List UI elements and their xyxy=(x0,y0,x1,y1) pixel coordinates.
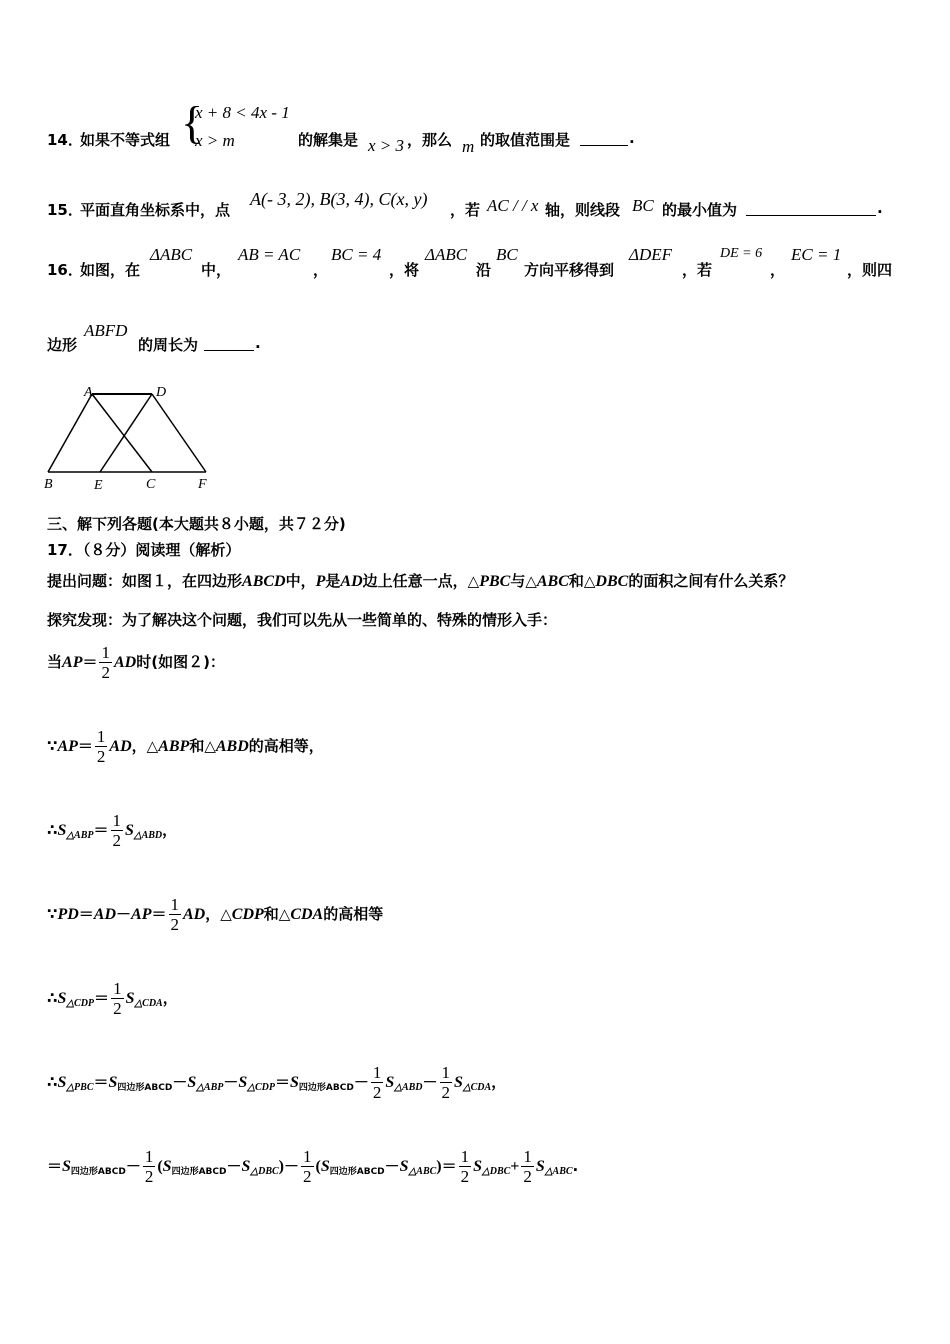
label-e: E xyxy=(94,478,103,493)
l1-half xyxy=(99,643,112,682)
q16-seg: BC xyxy=(496,245,518,264)
label-f: F xyxy=(198,477,207,492)
q14-sys-line2: x > m xyxy=(195,131,235,150)
q14-var: m xyxy=(462,137,475,156)
l7-half4 xyxy=(521,1147,534,1186)
l7-half2 xyxy=(301,1147,314,1186)
q16-t7: ，若 xyxy=(682,261,713,279)
label-c: C xyxy=(146,477,156,492)
l7-half4-den: 2 xyxy=(523,1167,532,1186)
q17-line4 xyxy=(47,895,383,934)
l2-t2: 和△ xyxy=(189,737,216,755)
l7-minus3: － xyxy=(284,1157,300,1175)
l7-sub-dbc2: △DBC xyxy=(482,1166,511,1177)
q17-problem-ad: AD xyxy=(340,573,363,590)
l7-s5: S xyxy=(399,1158,409,1175)
l6-half2-num: 1 xyxy=(441,1063,451,1082)
l2-t1: ，△ xyxy=(131,737,159,755)
l3-s2: S xyxy=(125,822,134,839)
l6-s2: S xyxy=(108,1074,118,1091)
l2-eq: ＝ xyxy=(77,737,93,755)
q15-end: . xyxy=(877,199,883,217)
l3-s1: S xyxy=(57,822,67,839)
l3-end: ， xyxy=(162,821,178,839)
l4-t2: 和△ xyxy=(263,905,291,923)
l1-ad: AD xyxy=(113,654,137,671)
l2-t3: 的高相等， xyxy=(248,737,324,755)
l4-because: ∵ xyxy=(47,905,58,923)
q16-t10: 边形 xyxy=(47,336,78,354)
l2-because: ∵ xyxy=(47,737,58,755)
l7-rp2: ) xyxy=(436,1158,442,1175)
q14-lead: 如果不等式组 xyxy=(80,131,171,149)
q15-answer-blank xyxy=(746,201,876,216)
l3-half-den: 2 xyxy=(112,831,121,850)
l7-half3-num: 1 xyxy=(460,1147,470,1166)
segment-ab xyxy=(48,394,92,472)
q16-t8: ， xyxy=(770,261,786,279)
l3-sub1: △ABP xyxy=(66,830,94,841)
q17-problem-t1: 提出问题：如图１，在四边形 xyxy=(47,572,243,590)
l6-half2 xyxy=(440,1063,453,1102)
l6-s6: S xyxy=(385,1074,395,1091)
q16-tri1: ΔABC xyxy=(150,245,193,264)
l4-t3: 的高相等 xyxy=(323,905,384,923)
q16-t3: ， xyxy=(313,261,329,279)
l3-therefore: ∴ xyxy=(47,821,58,839)
l4-ad: AD xyxy=(93,906,117,923)
l1-half-num: 1 xyxy=(101,643,110,662)
q17-problem-t4: 边上任意一点，△ xyxy=(362,572,480,590)
q16-eq2: BC = 4 xyxy=(331,245,382,264)
q16-t6: 方向平移得到 xyxy=(524,261,615,279)
l6-half2-den: 2 xyxy=(441,1083,451,1102)
l5-half-den: 2 xyxy=(113,999,122,1018)
l7-s3: S xyxy=(241,1158,251,1175)
l5-sub1: △CDP xyxy=(66,998,95,1009)
l4-cdp: CDP xyxy=(231,906,264,923)
l7-sub-abc2: △ABC xyxy=(544,1166,573,1177)
l6-minus2: － xyxy=(223,1073,239,1091)
l7-lp2: ( xyxy=(315,1158,321,1175)
q17-problem-p: P xyxy=(315,573,326,590)
l6-minus1: － xyxy=(172,1073,188,1091)
l1-ap: AP xyxy=(62,654,83,671)
l6-s1: S xyxy=(57,1074,67,1091)
q15-seg: BC xyxy=(632,196,654,215)
q16-t1: 如图，在 xyxy=(80,261,141,279)
l6-half1-den: 2 xyxy=(372,1083,382,1102)
label-b: B xyxy=(44,477,53,492)
l6-half1 xyxy=(371,1063,384,1102)
l6-s5: S xyxy=(290,1074,299,1091)
l4-t1: ，△ xyxy=(205,905,232,923)
l2-ap: AP xyxy=(57,738,78,755)
q14-end: . xyxy=(629,129,635,147)
l5-s1: S xyxy=(57,990,67,1007)
l6-s7: S xyxy=(454,1074,463,1091)
l7-s7: S xyxy=(535,1158,545,1175)
segment-df xyxy=(152,394,206,472)
l3-half-num: 1 xyxy=(112,811,121,830)
q16-t5: 沿 xyxy=(476,261,492,279)
l5-s2: S xyxy=(125,990,135,1007)
l5-eq: ＝ xyxy=(94,989,110,1007)
l2-ad: AD xyxy=(109,738,132,755)
l2-half-den: 2 xyxy=(96,747,106,766)
l1-t1: 当 xyxy=(47,653,63,671)
l5-half-num: 1 xyxy=(113,979,122,998)
q16-answer-blank xyxy=(204,336,254,351)
l7-half1 xyxy=(143,1147,156,1186)
q15-mid2: 轴，则线段 xyxy=(545,201,621,219)
l4-eq1: ＝ xyxy=(78,905,94,923)
q14-sys-line1: x + 8 < 4x - 1 xyxy=(195,103,290,122)
q17-line6 xyxy=(47,1063,506,1102)
q14-number: 14． xyxy=(47,131,83,149)
l7-sub-quad2: 四边形ABCD xyxy=(171,1167,227,1177)
l6-minus3: － xyxy=(353,1073,369,1091)
q14-mid2: ，那么 xyxy=(407,131,453,149)
q16-eq3: DE = 6 xyxy=(720,246,763,261)
l1-t2: 时(如图２)： xyxy=(136,653,225,671)
q16-t11: 的周长为 xyxy=(138,336,199,354)
l7-s1: S xyxy=(62,1158,71,1175)
l7-eq2: ＝ xyxy=(441,1157,457,1175)
l7-s2: S xyxy=(162,1158,172,1175)
l4-eq2: ＝ xyxy=(151,905,167,923)
q15-tail: 的最小值为 xyxy=(662,201,738,219)
l4-half-num: 1 xyxy=(170,895,179,914)
q17-problem-dbc: DBC xyxy=(595,573,629,590)
q17-problem-t7: 的面积之间有什么关系？ xyxy=(628,572,794,590)
q17-line2 xyxy=(47,727,324,766)
l7-half3-den: 2 xyxy=(460,1167,470,1186)
l7-end: . xyxy=(572,1157,579,1175)
l6-sub-cdp: △CDP xyxy=(247,1082,275,1093)
l7-s6: S xyxy=(473,1158,483,1175)
l7-minus1: － xyxy=(125,1157,141,1175)
l6-eq2: ＝ xyxy=(275,1073,291,1091)
l6-sub-abp: △ABP xyxy=(196,1082,224,1093)
q17-problem-t5: 与△ xyxy=(510,572,537,590)
q14-solution: x > 3 xyxy=(368,136,405,155)
l6-s4: S xyxy=(238,1074,248,1091)
l6-sub-quad1: 四边形ABCD xyxy=(117,1083,173,1093)
l7-eq1: ＝ xyxy=(47,1157,63,1175)
q15-points: A(- 3, 2), B(3, 4), C(x, y) xyxy=(250,189,428,209)
l2-half xyxy=(95,727,108,766)
l5-end: ， xyxy=(162,989,178,1007)
l7-rp1: ) xyxy=(278,1158,284,1175)
l4-cda: CDA xyxy=(290,906,324,923)
segment-de xyxy=(100,394,152,472)
l6-end: ， xyxy=(491,1073,507,1091)
l2-abp: ABP xyxy=(158,738,190,755)
segment-ac xyxy=(92,394,152,472)
l7-plus: + xyxy=(510,1158,520,1175)
l4-pd: PD xyxy=(57,906,79,923)
l6-eq1: ＝ xyxy=(93,1073,109,1091)
q17-problem-t2: 中， xyxy=(285,572,316,590)
l7-sub-dbc1: △DBC xyxy=(250,1166,279,1177)
q15-lead: 平面直角坐标系中，点 xyxy=(80,201,231,219)
q16-t9: ，则四 xyxy=(847,261,893,279)
q15-mid: ，若 xyxy=(450,201,481,219)
label-a: A xyxy=(84,385,93,400)
label-d: D xyxy=(156,385,167,400)
l6-sub-abd: △ABD xyxy=(394,1082,423,1093)
l7-half2-num: 1 xyxy=(303,1147,312,1166)
q16-number: 16． xyxy=(47,261,83,279)
l7-s4: S xyxy=(320,1158,330,1175)
q16-tri2: ΔABC xyxy=(425,245,468,264)
l7-half1-num: 1 xyxy=(144,1147,154,1166)
l4-half xyxy=(169,895,182,934)
q17-problem xyxy=(47,570,793,591)
l7-sub-abc1: △ABC xyxy=(408,1166,437,1177)
l1-eq: ＝ xyxy=(82,653,98,671)
q17-line3 xyxy=(47,811,177,850)
l4-ap: AP xyxy=(131,906,152,923)
l7-half3 xyxy=(459,1147,472,1186)
l5-half xyxy=(111,979,124,1018)
l7-minus2: － xyxy=(226,1157,242,1175)
l3-sub2: △ABD xyxy=(133,830,163,841)
section-3-title: 三、解下列各题(本大题共８小题，共７２分) xyxy=(47,515,346,533)
l6-sub-pbc: △PBC xyxy=(66,1082,94,1093)
l7-sub-quad3: 四边形ABCD xyxy=(329,1167,385,1177)
q17-problem-abcd: ABCD xyxy=(242,573,286,590)
q15-number: 15． xyxy=(47,201,83,219)
q14-brace: { xyxy=(181,97,204,148)
l6-therefore: ∴ xyxy=(47,1073,58,1091)
l7-half4-num: 1 xyxy=(523,1147,532,1166)
q17-explore: 探究发现：为了解决这个问题，我们可以先从一些简单的、特殊的情形入手： xyxy=(47,611,558,629)
l3-eq: ＝ xyxy=(93,821,109,839)
q14-mid: 的解集是 xyxy=(298,131,359,149)
l7-lp1: ( xyxy=(157,1158,163,1175)
q17-line1 xyxy=(47,643,225,682)
l1-half-den: 2 xyxy=(101,663,110,682)
l4-ad2: AD xyxy=(183,906,206,923)
q16-eq1: AB = AC xyxy=(238,245,301,264)
q14-answer-blank xyxy=(580,131,628,146)
l4-minus: － xyxy=(116,905,132,923)
q16-tri3: ΔDEF xyxy=(629,245,673,264)
l4-half-den: 2 xyxy=(170,915,179,934)
q17-line5 xyxy=(47,979,178,1018)
l6-s3: S xyxy=(187,1074,197,1091)
q16-t2: 中， xyxy=(201,261,232,279)
translation-figure xyxy=(40,380,220,495)
q15-cond: AC / / x xyxy=(487,196,539,215)
q16-quad: ABFD xyxy=(84,321,128,340)
q17-problem-pbc: PBC xyxy=(479,573,511,590)
l6-minus4: － xyxy=(422,1073,438,1091)
l5-therefore: ∴ xyxy=(47,989,58,1007)
l7-half1-den: 2 xyxy=(144,1167,154,1186)
q17-problem-t3: 是 xyxy=(325,572,341,590)
q17-line7 xyxy=(47,1147,578,1186)
q17-title: 17．（８分）阅读理（解析） xyxy=(47,541,241,559)
l6-sub-cda: △CDA xyxy=(462,1082,492,1093)
l2-half-num: 1 xyxy=(96,727,106,746)
q17-problem-abc: ABC xyxy=(536,573,569,590)
l2-abd: ABD xyxy=(215,738,249,755)
l6-sub-quad2: 四边形ABCD xyxy=(298,1083,354,1093)
q16-eq4: EC = 1 xyxy=(791,245,842,264)
l6-half1-num: 1 xyxy=(372,1063,382,1082)
q17-problem-t6: 和△ xyxy=(568,572,596,590)
l7-half2-den: 2 xyxy=(303,1167,312,1186)
q16-t4: ，将 xyxy=(389,261,420,279)
q14-tail: 的取值范围是 xyxy=(480,131,571,149)
l7-sub-quad1: 四边形ABCD xyxy=(70,1167,126,1177)
l5-sub2: △CDA xyxy=(134,998,163,1009)
l3-half xyxy=(111,811,124,850)
l7-minus4: － xyxy=(384,1157,400,1175)
q16-end: . xyxy=(255,334,261,352)
